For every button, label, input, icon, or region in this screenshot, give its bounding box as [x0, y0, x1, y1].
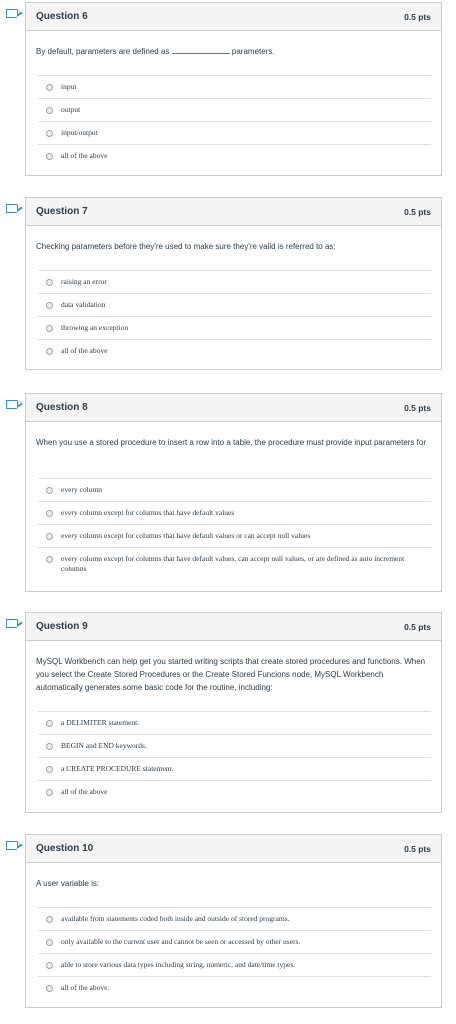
- answer-option[interactable]: [38, 976, 431, 999]
- question-9-card: [25, 612, 442, 813]
- radio-button[interactable]: [46, 766, 53, 773]
- flag-icon[interactable]: [6, 619, 17, 628]
- answer-label: a DELIMITER statement.: [61, 718, 140, 727]
- answer-label: throwing an exception: [61, 323, 129, 332]
- radio-button[interactable]: [46, 348, 53, 355]
- question-10-card: [25, 834, 442, 1008]
- question-text: [36, 31, 431, 75]
- question-text: When you use a stored procedure to insert a row into a table, the procedure must provide input parameters for: [36, 438, 426, 447]
- question-title: Question 9: [36, 621, 88, 632]
- answer-option[interactable]: [38, 293, 431, 316]
- answer-option[interactable]: [38, 144, 431, 167]
- answer-option[interactable]: [38, 121, 431, 144]
- radio-button[interactable]: [46, 962, 53, 969]
- radio-button[interactable]: [46, 84, 53, 91]
- question-points: 0.5 pts: [404, 402, 431, 413]
- answer-label: data validation: [61, 300, 106, 309]
- radio-button[interactable]: [46, 556, 53, 563]
- answer-label: able to store various data types including string, numeric, and date/time types.: [61, 960, 296, 969]
- question-text: A user variable is:: [36, 879, 100, 888]
- question-text-after: parameters.: [231, 47, 275, 56]
- question-points: 0.5 pts: [404, 621, 431, 632]
- answer-label: input/output: [61, 128, 98, 137]
- radio-button[interactable]: [46, 533, 53, 540]
- radio-button[interactable]: [46, 985, 53, 992]
- answer-option[interactable]: [38, 339, 431, 362]
- question-7-card: [25, 197, 442, 370]
- answer-option[interactable]: [38, 98, 431, 121]
- answer-option[interactable]: [38, 780, 431, 803]
- answer-label: BEGIN and END keywords.: [61, 741, 147, 750]
- question-points: 0.5 pts: [404, 206, 431, 217]
- answer-label: all of the above.: [61, 983, 110, 992]
- answer-option[interactable]: [38, 711, 431, 734]
- answer-option[interactable]: [38, 907, 431, 930]
- radio-button[interactable]: [46, 487, 53, 494]
- flag-icon[interactable]: [6, 400, 17, 409]
- question-title: Question 10: [36, 843, 94, 854]
- answer-label: every column except for columns that have default values or can accept null values: [61, 531, 311, 540]
- question-text-before: By default, parameters are defined as: [36, 47, 170, 56]
- answer-label: input: [61, 82, 77, 91]
- answer-label: available from statements coded both inside and outside of stored programs.: [61, 914, 290, 923]
- answer-option[interactable]: [38, 478, 431, 501]
- question-header: [26, 198, 441, 226]
- question-header: [26, 3, 441, 31]
- flag-icon[interactable]: [6, 841, 17, 850]
- radio-button[interactable]: [46, 153, 53, 160]
- radio-button[interactable]: [46, 302, 53, 309]
- answer-label: all of the above: [61, 346, 108, 355]
- question-header: [26, 394, 441, 422]
- answer-label: only available to the current user and cannot be seen or accessed by other users.: [61, 937, 301, 946]
- radio-button[interactable]: [46, 939, 53, 946]
- answer-label: output: [61, 105, 81, 114]
- question-title: Question 7: [36, 206, 88, 217]
- answer-option[interactable]: [38, 757, 431, 780]
- radio-button[interactable]: [46, 279, 53, 286]
- answer-option[interactable]: [38, 734, 431, 757]
- question-points: 0.5 pts: [404, 11, 431, 22]
- answer-label: every column except for columns that have default values, can accept null values, or are defined as auto increment columns: [61, 554, 405, 573]
- flag-icon[interactable]: [6, 9, 17, 18]
- question-header: [26, 835, 441, 863]
- radio-button[interactable]: [46, 720, 53, 727]
- answer-label: all of the above: [61, 151, 108, 160]
- question-points: 0.5 pts: [404, 843, 431, 854]
- answer-label: every column: [61, 485, 103, 494]
- answer-option[interactable]: [38, 501, 431, 524]
- answer-option[interactable]: [38, 547, 431, 580]
- answer-option[interactable]: [38, 316, 431, 339]
- answer-label: raising an error: [61, 277, 107, 286]
- fill-in-blank: [172, 45, 230, 54]
- answer-option[interactable]: [38, 953, 431, 976]
- radio-button[interactable]: [46, 789, 53, 796]
- question-6-card: [25, 2, 442, 176]
- radio-button[interactable]: [46, 130, 53, 137]
- radio-button[interactable]: [46, 743, 53, 750]
- radio-button[interactable]: [46, 325, 53, 332]
- answer-label: all of the above: [61, 787, 108, 796]
- answer-option[interactable]: [38, 930, 431, 953]
- flag-icon[interactable]: [6, 204, 17, 213]
- question-text: MySQL Workbench can help get you started writing scripts that create stored procedures and functions. When you select the Create Stored Procedures or the Create Stored Funcions node, MySQL Workbench automatically generates some basic code for the routine, including:: [36, 657, 426, 692]
- answer-option[interactable]: [38, 524, 431, 547]
- radio-button[interactable]: [46, 510, 53, 517]
- question-title: Question 6: [36, 11, 88, 22]
- question-header: [26, 613, 441, 641]
- question-title: Question 8: [36, 402, 88, 413]
- question-text: Checking parameters before they're used to make sure they're valid is referred to as:: [36, 242, 336, 251]
- answer-label: every column except for columns that have default values: [61, 508, 235, 517]
- answer-option[interactable]: [38, 270, 431, 293]
- radio-button[interactable]: [46, 916, 53, 923]
- radio-button[interactable]: [46, 107, 53, 114]
- question-8-card: [25, 393, 442, 592]
- answer-label: a CREATE PROCEDURE statement.: [61, 764, 174, 773]
- answer-option[interactable]: [38, 75, 431, 98]
